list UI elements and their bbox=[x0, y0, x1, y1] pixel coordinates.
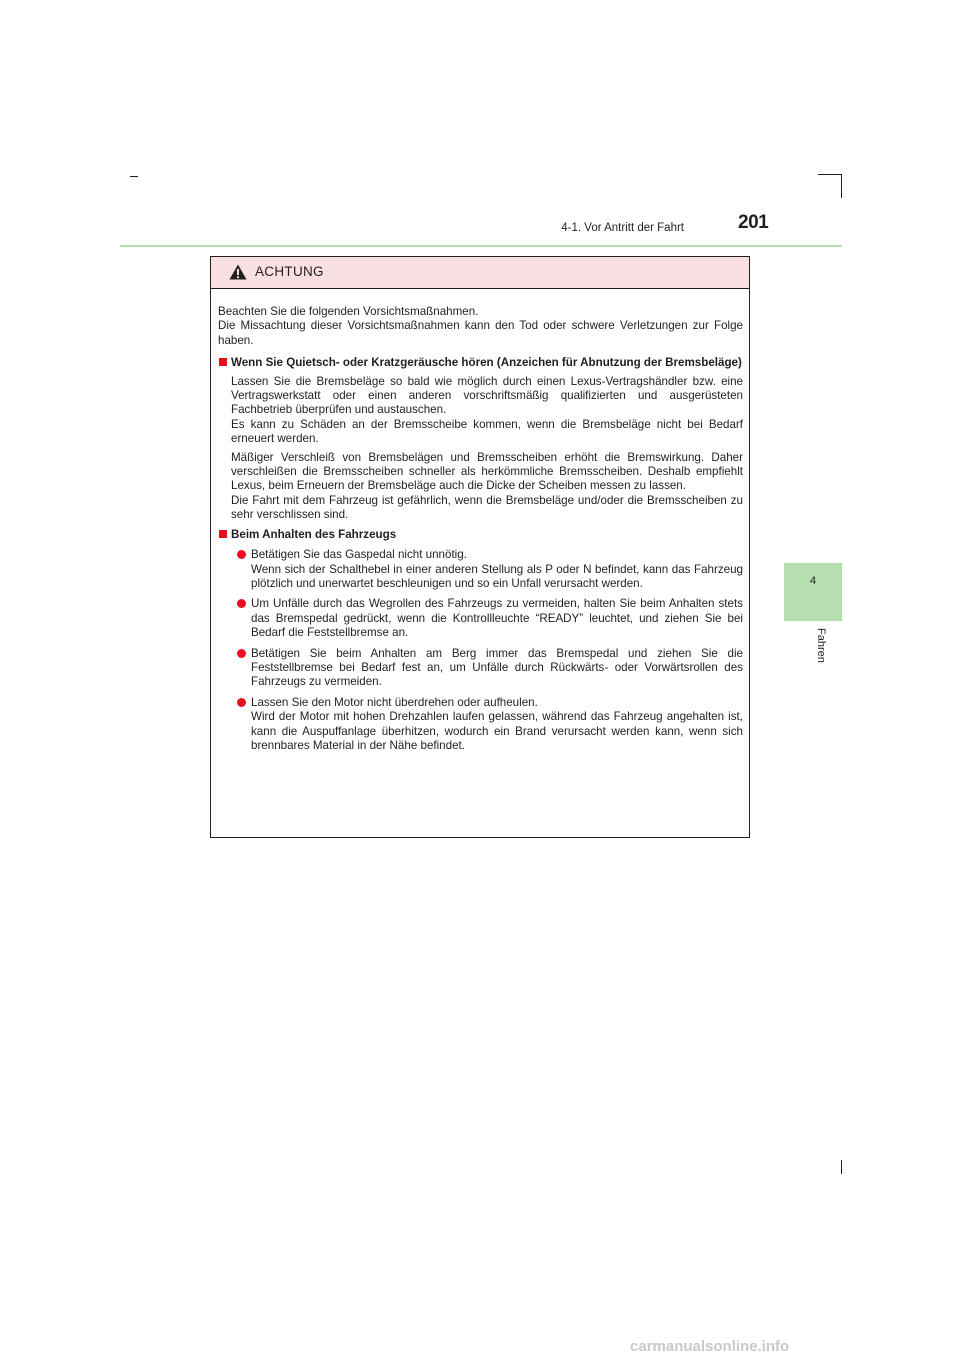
chapter-label: Fahren bbox=[815, 628, 827, 663]
bullet-item bbox=[251, 597, 743, 640]
bullet-line: Betätigen Sie das Gaspedal nicht unnötig. bbox=[251, 548, 467, 562]
red-square-icon bbox=[219, 358, 227, 366]
crop-mark-top-left bbox=[130, 176, 138, 177]
paragraph-line: Es kann zu Schäden an der Bremsscheibe kommen, wenn die Bremsbeläge nicht bei Bedarf erneuert werden. bbox=[231, 417, 743, 446]
chapter-tab[interactable] bbox=[784, 563, 842, 621]
section-heading-text: Wenn Sie Quietsch- oder Kratzgeräusche hören (Anzeichen für Abnutzung der Bremsbeläge) bbox=[231, 356, 742, 370]
bullet-line: Betätigen Sie beim Anhalten am Berg immer das Bremspedal und ziehen Sie die Feststellbremse bei Bedarf fest an, um Unfälle durch Rückwärts- oder Vorwärtsrollen des Fahrzeugs zu vermeiden. bbox=[251, 646, 743, 689]
bullet-line: Wenn sich der Schalthebel in einer anderen Stellung als P oder N befindet, kann das Fahrzeug plötzlich und unerwartet beschleunigen und so ein Unfall verursacht werden. bbox=[251, 562, 743, 590]
bullet-item bbox=[251, 548, 743, 591]
chapter-number: 4 bbox=[809, 575, 817, 587]
crop-mark-top-right-h bbox=[818, 174, 842, 175]
intro-line: Beachten Sie die folgenden Vorsichtsmaßnahmen. bbox=[218, 305, 479, 318]
paragraph-line: Die Fahrt mit dem Fahrzeug ist gefährlich, wenn die Bremsbeläge und/oder die Bremsscheiben zu sehr verschlissen sind. bbox=[231, 493, 743, 522]
red-bullet-icon bbox=[237, 599, 246, 608]
section-heading-brake-noise bbox=[218, 356, 743, 370]
warning-title: ACHTUNG bbox=[255, 264, 324, 279]
red-bullet-icon bbox=[237, 698, 246, 707]
crop-mark-bottom-right bbox=[841, 1160, 842, 1174]
bullet-item bbox=[251, 696, 743, 754]
warning-header bbox=[211, 257, 749, 289]
crop-mark-top-right-v bbox=[841, 174, 842, 198]
section-heading-stopping bbox=[218, 528, 743, 542]
watermark: carmanualsonline.info bbox=[630, 1338, 790, 1355]
red-square-icon bbox=[219, 530, 227, 538]
warning-body bbox=[211, 289, 749, 753]
section-header: 4-1. Vor Antritt der Fahrt bbox=[561, 222, 684, 234]
paragraph-line: Mäßiger Verschleiß von Bremsbelägen und Bremsscheiben erhöht die Bremswirkung. Daher verschleißen die Bremsscheiben schneller als herkömmliche Bremsscheiben. Deshalb empfiehlt Lexus, beim Erneuern der Bremsbeläge auch die Dicke der Scheiben messen zu lassen. bbox=[231, 450, 743, 493]
bullet-line: Lassen Sie den Motor nicht überdrehen oder aufheulen. bbox=[251, 695, 538, 709]
header-rule bbox=[120, 245, 842, 247]
paragraph bbox=[231, 451, 743, 523]
bullet-line: Wird der Motor mit hohen Drehzahlen laufen gelassen, während das Fahrzeug angehalten ist, kann die Auspuffanlage überhitzen, wodurch ein Brand verursacht werden kann, wenn sich brennbares Material in der Nähe befindet. bbox=[251, 710, 743, 752]
bullet-line: Um Unfälle durch das Wegrollen des Fahrzeugs zu vermeiden, halten Sie beim Anhalten stets das Bremspedal gedrückt, wenn die Kontrollleuchte “READY” leuchtet, und ziehen Sie bei Bedarf die Feststellbremse an. bbox=[251, 597, 743, 640]
section-heading-text: Beim Anhalten des Fahrzeugs bbox=[231, 527, 397, 541]
paragraph bbox=[231, 375, 743, 447]
bullet-item bbox=[251, 647, 743, 690]
page-number: 201 bbox=[738, 212, 769, 233]
warning-triangle-icon bbox=[229, 264, 247, 280]
warning-box bbox=[210, 256, 750, 838]
red-bullet-icon bbox=[237, 649, 246, 658]
warning-intro bbox=[218, 305, 743, 348]
red-bullet-icon bbox=[237, 550, 246, 559]
paragraph-line: Lassen Sie die Bremsbeläge so bald wie möglich durch einen Lexus-Vertragshändler bzw. eine Vertragswerkstatt oder einen anderen vorschriftsmäßig qualifizierten und ausgerüsteten Fachbetrieb überprüfen und austauschen. bbox=[231, 374, 743, 417]
intro-line: Die Missachtung dieser Vorsichtsmaßnahmen kann den Tod oder schwere Verletzungen zur Folge haben. bbox=[218, 319, 743, 347]
